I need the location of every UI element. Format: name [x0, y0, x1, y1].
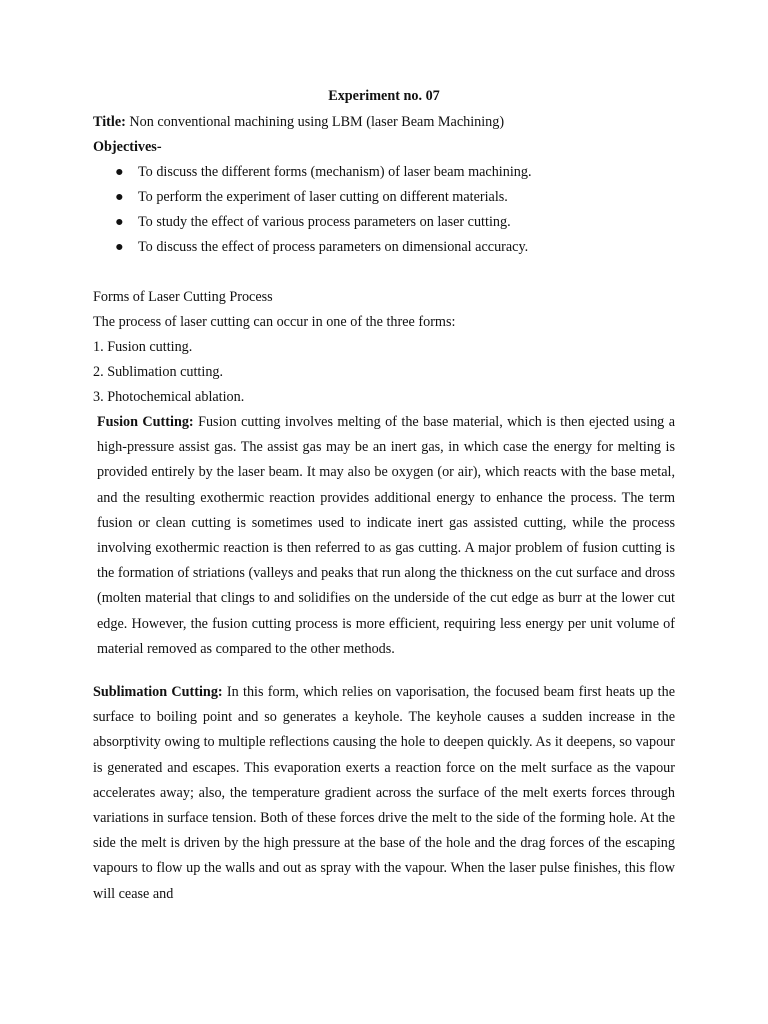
objectives-label: Objectives- [93, 139, 162, 155]
forms-list-item: 2. Sublimation cutting. [93, 364, 224, 380]
spacer [93, 260, 675, 285]
bullet-icon: ● [115, 189, 124, 205]
experiment-heading: Experiment no. 07 [328, 88, 440, 104]
objective-item: ● To study the effect of various process parameters on laser cutting. [93, 210, 675, 235]
sublimation-paragraph [93, 680, 675, 907]
document-page [93, 85, 675, 907]
forms-list-item: 3. Photochemical ablation. [93, 389, 245, 405]
bullet-icon: ● [115, 164, 124, 180]
forms-list-item: 1. Fusion cutting. [93, 339, 193, 355]
sublimation-label: Sublimation Cutting: [93, 684, 223, 701]
fusion-label: Fusion Cutting: [97, 414, 194, 430]
objective-item: ● To perform the experiment of laser cutting on different materials. [93, 185, 675, 210]
fusion-paragraph [93, 410, 675, 662]
objectives-list [93, 160, 675, 260]
title-line [93, 110, 675, 135]
fusion-text: Fusion cutting involves melting of the base material, which is then ejected using a high-pressure assist gas. The assist gas may be an inert gas, in which case the energy for melting is provided entirely by the laser beam. It may also be oxygen (or air), which reacts with the base metal, and the resulting exothermic reaction provides additional energy to enhance the process. The term fusion or clean cutting is sometimes used to indicate inert gas assisted cutting, while the process involving exothermic reaction is then referred to as gas cutting. A major problem of fusion cutting is the formation of striations (valleys and peaks that run along the thickness on the cut surface and dross (molten material that clings to and solidifies on the underside of the cut edge as burr at the lower cut edge. However, the fusion cutting process is more efficient, requiring less energy per unit volume of material removed as compared to the other methods. [97, 414, 675, 657]
objective-item: ● To discuss the different forms (mechanism) of laser beam machining. [93, 160, 675, 185]
sublimation-text: In this form, which relies on vaporisation, the focused beam first heats up the surface to boiling point and so generates a keyhole. The keyhole causes a sudden increase in the absorptivity owing to multiple reflections causing the hole to deepen quickly. As it deepens, so vapour is generated and escapes. This evaporation exerts a reaction force on the melt surface as the vapour accelerates away; also, the temperature gradient across the surface of the melt exerts forces through variations in surface tension. Both of these forces drive the melt to the side of the forming hole. At the side the melt is driven by the high pressure at the base of the hole and the drag forces of the escaping vapours to flow up the walls and out as spray with the vapour. When the laser pulse finishes, this flow will cease and [93, 684, 675, 902]
title-text: Non conventional machining using LBM (laser Beam Machining) [125, 114, 505, 130]
spacer [93, 662, 675, 680]
title-label: Title: [93, 114, 126, 130]
bullet-icon: ● [115, 214, 124, 230]
bullet-icon: ● [115, 239, 124, 255]
objective-item: ● To discuss the effect of process parameters on dimensional accuracy. [93, 235, 675, 260]
forms-heading: Forms of Laser Cutting Process [93, 289, 273, 305]
forms-intro: The process of laser cutting can occur in one of the three forms: [93, 314, 456, 330]
